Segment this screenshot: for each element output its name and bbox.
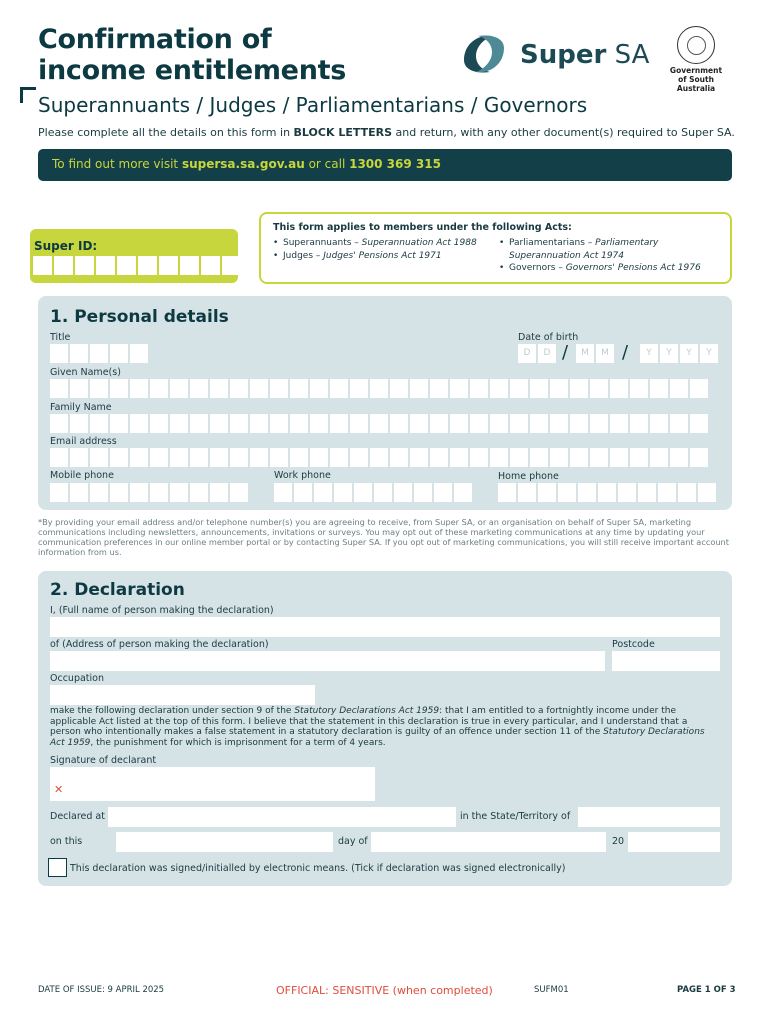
section-title: 2. Declaration bbox=[50, 580, 185, 600]
letter-cell[interactable] bbox=[70, 483, 88, 502]
letter-cell[interactable] bbox=[294, 483, 312, 502]
letter-cell[interactable] bbox=[590, 379, 608, 398]
personal-details-section bbox=[38, 296, 732, 510]
year-input[interactable] bbox=[628, 832, 720, 852]
letter-cell[interactable] bbox=[690, 414, 708, 433]
letter-cell[interactable] bbox=[670, 448, 688, 467]
letter-cell[interactable] bbox=[170, 448, 188, 467]
letter-cell[interactable] bbox=[70, 414, 88, 433]
letter-cell[interactable] bbox=[314, 483, 332, 502]
declared-at-input[interactable] bbox=[108, 807, 456, 827]
letter-cell[interactable] bbox=[490, 379, 508, 398]
letter-cell[interactable] bbox=[50, 379, 68, 398]
super-id-label: Super ID: bbox=[34, 239, 98, 253]
letter-cell[interactable] bbox=[130, 483, 148, 502]
letter-cell[interactable] bbox=[150, 379, 168, 398]
signature-label: Signature of declarant bbox=[50, 755, 157, 766]
letter-cell[interactable] bbox=[550, 448, 568, 467]
on-this-label: on this bbox=[50, 836, 83, 847]
letter-cell[interactable] bbox=[210, 414, 228, 433]
letter-cell[interactable] bbox=[190, 483, 208, 502]
letter-cell[interactable] bbox=[678, 483, 696, 502]
page-subtitle: Superannuants / Judges / Parliamentarians / Governors bbox=[38, 93, 588, 117]
letter-cell[interactable] bbox=[350, 379, 368, 398]
letter-cell[interactable] bbox=[470, 414, 488, 433]
occupation-label: Occupation bbox=[50, 673, 104, 684]
marketing-disclaimer: *By providing your email address and/or telephone number(s) you are agreeing to receive, from Super SA, or an organisation on behalf of Super SA, marketing communications including newsletters, announcements, invitations or surveys. You may opt out of these marketing communications at any time by updating your communication preferences in our online member portal or by contacting Super SA. If you opt out of marketing communications, you will still receive important account information from us. bbox=[38, 517, 729, 557]
government-sa-logo: Government of South Australia bbox=[660, 26, 732, 84]
letter-cell[interactable] bbox=[334, 483, 352, 502]
state-input[interactable] bbox=[578, 807, 720, 827]
occupation-input[interactable] bbox=[50, 685, 315, 705]
letter-cell[interactable] bbox=[170, 379, 188, 398]
letter-cell[interactable] bbox=[310, 448, 328, 467]
act-item: • Judges – Judges' Pensions Act 1971 bbox=[273, 250, 495, 263]
letter-cell[interactable] bbox=[670, 414, 688, 433]
letter-cell[interactable] bbox=[230, 414, 248, 433]
year-prefix-label: 20 bbox=[612, 836, 625, 847]
work-phone-input[interactable] bbox=[274, 483, 472, 502]
letter-cell[interactable] bbox=[518, 483, 536, 502]
home-phone-label: Home phone bbox=[498, 471, 559, 482]
address-input[interactable] bbox=[50, 651, 605, 671]
letter-cell[interactable] bbox=[310, 379, 328, 398]
day-of-label: day of bbox=[338, 836, 368, 847]
letter-cell[interactable] bbox=[690, 448, 708, 467]
letter-cell[interactable] bbox=[430, 414, 448, 433]
letter-cell[interactable] bbox=[490, 448, 508, 467]
letter-cell[interactable] bbox=[110, 483, 128, 502]
signature-marker-icon: ✕ bbox=[54, 783, 64, 796]
letter-cell[interactable] bbox=[270, 379, 288, 398]
letter-cell[interactable] bbox=[170, 414, 188, 433]
letter-cell[interactable] bbox=[590, 448, 608, 467]
corner-mark bbox=[20, 87, 36, 103]
letter-cell[interactable] bbox=[230, 448, 248, 467]
section-title: 1. Personal details bbox=[50, 307, 229, 327]
issue-date: DATE OF ISSUE: 9 APRIL 2025 bbox=[38, 985, 165, 995]
page-number: PAGE 1 OF 3 bbox=[677, 985, 736, 995]
letter-cell[interactable] bbox=[510, 448, 528, 467]
act-item: • Parliamentarians – Parliamentary Superannuation Act 1974 bbox=[499, 237, 719, 262]
letter-cell[interactable] bbox=[330, 448, 348, 467]
acts-title: This form applies to members under the following Acts: bbox=[273, 222, 572, 233]
address-label: of (Address of person making the declaration) bbox=[50, 639, 269, 650]
act-item: • Superannuants – Superannuation Act 1988 bbox=[273, 237, 495, 250]
letter-cell[interactable] bbox=[330, 414, 348, 433]
letter-cell[interactable] bbox=[570, 448, 588, 467]
letter-cell[interactable] bbox=[530, 379, 548, 398]
letter-cell[interactable] bbox=[270, 448, 288, 467]
declaration-section bbox=[38, 571, 732, 886]
letter-cell[interactable] bbox=[598, 483, 616, 502]
letter-cell[interactable] bbox=[374, 483, 392, 502]
letter-cell[interactable] bbox=[90, 448, 108, 467]
dob-year-input[interactable]: Y Y Y Y bbox=[640, 344, 718, 363]
letter-cell[interactable] bbox=[650, 414, 668, 433]
letter-cell[interactable] bbox=[190, 448, 208, 467]
letter-cell[interactable] bbox=[130, 448, 148, 467]
dob-day-input[interactable]: D D bbox=[518, 344, 556, 363]
acts-box bbox=[259, 212, 732, 284]
letter-cell[interactable] bbox=[670, 379, 688, 398]
mobile-phone-label: Mobile phone bbox=[50, 470, 114, 481]
letter-cell[interactable] bbox=[618, 483, 636, 502]
dob-slash: / bbox=[622, 342, 629, 363]
letter-cell[interactable] bbox=[578, 483, 596, 502]
letter-cell[interactable] bbox=[230, 483, 248, 502]
full-name-label: I, (Full name of person making the declaration) bbox=[50, 605, 274, 616]
letter-cell[interactable] bbox=[150, 414, 168, 433]
classification-label: OFFICIAL: SENSITIVE (when completed) bbox=[276, 984, 493, 997]
given-name-input[interactable] bbox=[50, 379, 708, 398]
letter-cell[interactable] bbox=[558, 483, 576, 502]
electronic-signature-checkbox[interactable] bbox=[48, 858, 67, 877]
letter-cell[interactable] bbox=[190, 379, 208, 398]
dob-slash: / bbox=[562, 342, 569, 363]
letter-cell[interactable] bbox=[310, 414, 328, 433]
letter-cell[interactable] bbox=[550, 414, 568, 433]
letter-cell[interactable] bbox=[110, 379, 128, 398]
dob-month-input[interactable]: M M bbox=[576, 344, 614, 363]
letter-cell[interactable] bbox=[50, 483, 68, 502]
letter-cell[interactable] bbox=[70, 448, 88, 467]
title-input[interactable] bbox=[50, 344, 148, 363]
letter-cell[interactable] bbox=[450, 379, 468, 398]
letter-cell[interactable] bbox=[370, 379, 388, 398]
letter-cell[interactable] bbox=[570, 379, 588, 398]
letter-cell[interactable] bbox=[530, 448, 548, 467]
family-name-input[interactable] bbox=[50, 414, 708, 433]
family-name-label: Family Name bbox=[50, 402, 112, 413]
letter-cell[interactable] bbox=[550, 379, 568, 398]
email-label: Email address bbox=[50, 436, 117, 447]
letter-cell[interactable] bbox=[230, 379, 248, 398]
letter-cell[interactable] bbox=[390, 414, 408, 433]
letter-cell[interactable] bbox=[150, 448, 168, 467]
letter-cell[interactable] bbox=[394, 483, 412, 502]
website-link[interactable]: supersa.sa.gov.au bbox=[181, 157, 305, 171]
postcode-label: Postcode bbox=[612, 639, 655, 650]
letter-cell[interactable] bbox=[590, 414, 608, 433]
home-phone-input[interactable] bbox=[498, 483, 716, 502]
phone-link[interactable]: 1300 369 315 bbox=[349, 157, 441, 171]
letter-cell[interactable] bbox=[190, 414, 208, 433]
letter-cell[interactable] bbox=[354, 483, 372, 502]
letter-cell[interactable] bbox=[250, 379, 268, 398]
title-label: Title bbox=[50, 332, 71, 343]
letter-cell[interactable] bbox=[470, 379, 488, 398]
letter-cell[interactable] bbox=[70, 379, 88, 398]
full-name-input[interactable] bbox=[50, 617, 720, 637]
letter-cell[interactable] bbox=[630, 448, 648, 467]
page-title: Confirmation of income entitlements bbox=[38, 24, 346, 86]
letter-cell[interactable] bbox=[270, 414, 288, 433]
super-id-box bbox=[30, 229, 238, 283]
letter-cell[interactable] bbox=[250, 414, 268, 433]
letter-cell[interactable] bbox=[638, 483, 656, 502]
super-sa-logo-text: Super SA bbox=[520, 40, 650, 70]
letter-cell[interactable] bbox=[290, 448, 308, 467]
month-input[interactable] bbox=[371, 832, 606, 852]
letter-cell[interactable] bbox=[610, 379, 628, 398]
letter-cell[interactable] bbox=[454, 483, 472, 502]
letter-cell[interactable] bbox=[570, 414, 588, 433]
form-code: SUFM01 bbox=[534, 985, 569, 995]
declaration-text: make the following declaration under section 9 of the Statutory Declarations Act 1959: that I am entitled to a fortnightly income under the applicable Act listed at the top of this form. I believe that the statement in this declaration is true in every particular, and I understand that a person who intentionally makes a false statement in a statutory declaration is guilty of an offence under section 11 of the Statutory Declarations Act 1959, the punishment for which is imprisonment for a term of 4 years. bbox=[50, 706, 705, 748]
letter-cell[interactable] bbox=[450, 414, 468, 433]
letter-cell[interactable] bbox=[538, 483, 556, 502]
letter-cell[interactable] bbox=[170, 483, 188, 502]
day-input[interactable] bbox=[116, 832, 333, 852]
letter-cell[interactable] bbox=[210, 379, 228, 398]
letter-cell[interactable] bbox=[90, 483, 108, 502]
letter-cell[interactable] bbox=[274, 483, 292, 502]
letter-cell[interactable] bbox=[250, 448, 268, 467]
letter-cell[interactable] bbox=[434, 483, 452, 502]
letter-cell[interactable] bbox=[510, 379, 528, 398]
letter-cell[interactable] bbox=[470, 448, 488, 467]
work-phone-label: Work phone bbox=[274, 470, 331, 481]
letter-cell[interactable] bbox=[370, 414, 388, 433]
postcode-input[interactable] bbox=[612, 651, 720, 671]
dob-label: Date of birth bbox=[518, 332, 579, 343]
letter-cell[interactable] bbox=[370, 448, 388, 467]
letter-cell[interactable] bbox=[610, 448, 628, 467]
letter-cell[interactable] bbox=[630, 414, 648, 433]
government-seal-icon bbox=[677, 26, 715, 64]
email-input[interactable] bbox=[50, 448, 708, 467]
letter-cell[interactable] bbox=[210, 483, 228, 502]
letter-cell[interactable] bbox=[698, 483, 716, 502]
letter-cell[interactable] bbox=[410, 448, 428, 467]
letter-cell[interactable] bbox=[290, 379, 308, 398]
letter-cell[interactable] bbox=[498, 483, 516, 502]
letter-cell[interactable] bbox=[90, 414, 108, 433]
letter-cell[interactable] bbox=[690, 379, 708, 398]
letter-cell[interactable] bbox=[390, 448, 408, 467]
letter-cell[interactable] bbox=[410, 379, 428, 398]
letter-cell[interactable] bbox=[390, 379, 408, 398]
letter-cell[interactable] bbox=[130, 414, 148, 433]
super-sa-logo-icon bbox=[456, 30, 512, 78]
letter-cell[interactable] bbox=[350, 414, 368, 433]
letter-cell[interactable] bbox=[90, 379, 108, 398]
letter-cell[interactable] bbox=[430, 379, 448, 398]
letter-cell[interactable] bbox=[650, 379, 668, 398]
declared-at-label: Declared at bbox=[50, 811, 105, 822]
letter-cell[interactable] bbox=[110, 448, 128, 467]
super-id-input[interactable] bbox=[33, 256, 241, 275]
letter-cell[interactable] bbox=[130, 379, 148, 398]
letter-cell[interactable] bbox=[150, 483, 168, 502]
letter-cell[interactable] bbox=[658, 483, 676, 502]
given-name-label: Given Name(s) bbox=[50, 367, 121, 378]
letter-cell[interactable] bbox=[610, 414, 628, 433]
letter-cell[interactable] bbox=[110, 414, 128, 433]
letter-cell[interactable] bbox=[330, 379, 348, 398]
letter-cell[interactable] bbox=[350, 448, 368, 467]
letter-cell[interactable] bbox=[430, 448, 448, 467]
letter-cell[interactable] bbox=[650, 448, 668, 467]
letter-cell[interactable] bbox=[50, 414, 68, 433]
signature-input[interactable] bbox=[50, 767, 375, 801]
letter-cell[interactable] bbox=[630, 379, 648, 398]
electronic-signature-label: This declaration was signed/initialled by electronic means. (Tick if declaration was signed electronically) bbox=[70, 863, 566, 874]
state-label: in the State/Territory of bbox=[460, 811, 571, 822]
letter-cell[interactable] bbox=[50, 448, 68, 467]
instructions: Please complete all the details on this form in BLOCK LETTERS and return, with any other document(s) required to Super SA. bbox=[38, 126, 735, 139]
letter-cell[interactable] bbox=[510, 414, 528, 433]
letter-cell[interactable] bbox=[290, 414, 308, 433]
letter-cell[interactable] bbox=[490, 414, 508, 433]
letter-cell[interactable] bbox=[450, 448, 468, 467]
letter-cell[interactable] bbox=[210, 448, 228, 467]
info-banner: To find out more visit supersa.sa.gov.au or call 1300 369 315 bbox=[38, 149, 732, 181]
letter-cell[interactable] bbox=[414, 483, 432, 502]
mobile-phone-input[interactable] bbox=[50, 483, 248, 502]
letter-cell[interactable] bbox=[530, 414, 548, 433]
letter-cell[interactable] bbox=[410, 414, 428, 433]
act-item: • Governors – Governors' Pensions Act 1976 bbox=[499, 262, 719, 275]
